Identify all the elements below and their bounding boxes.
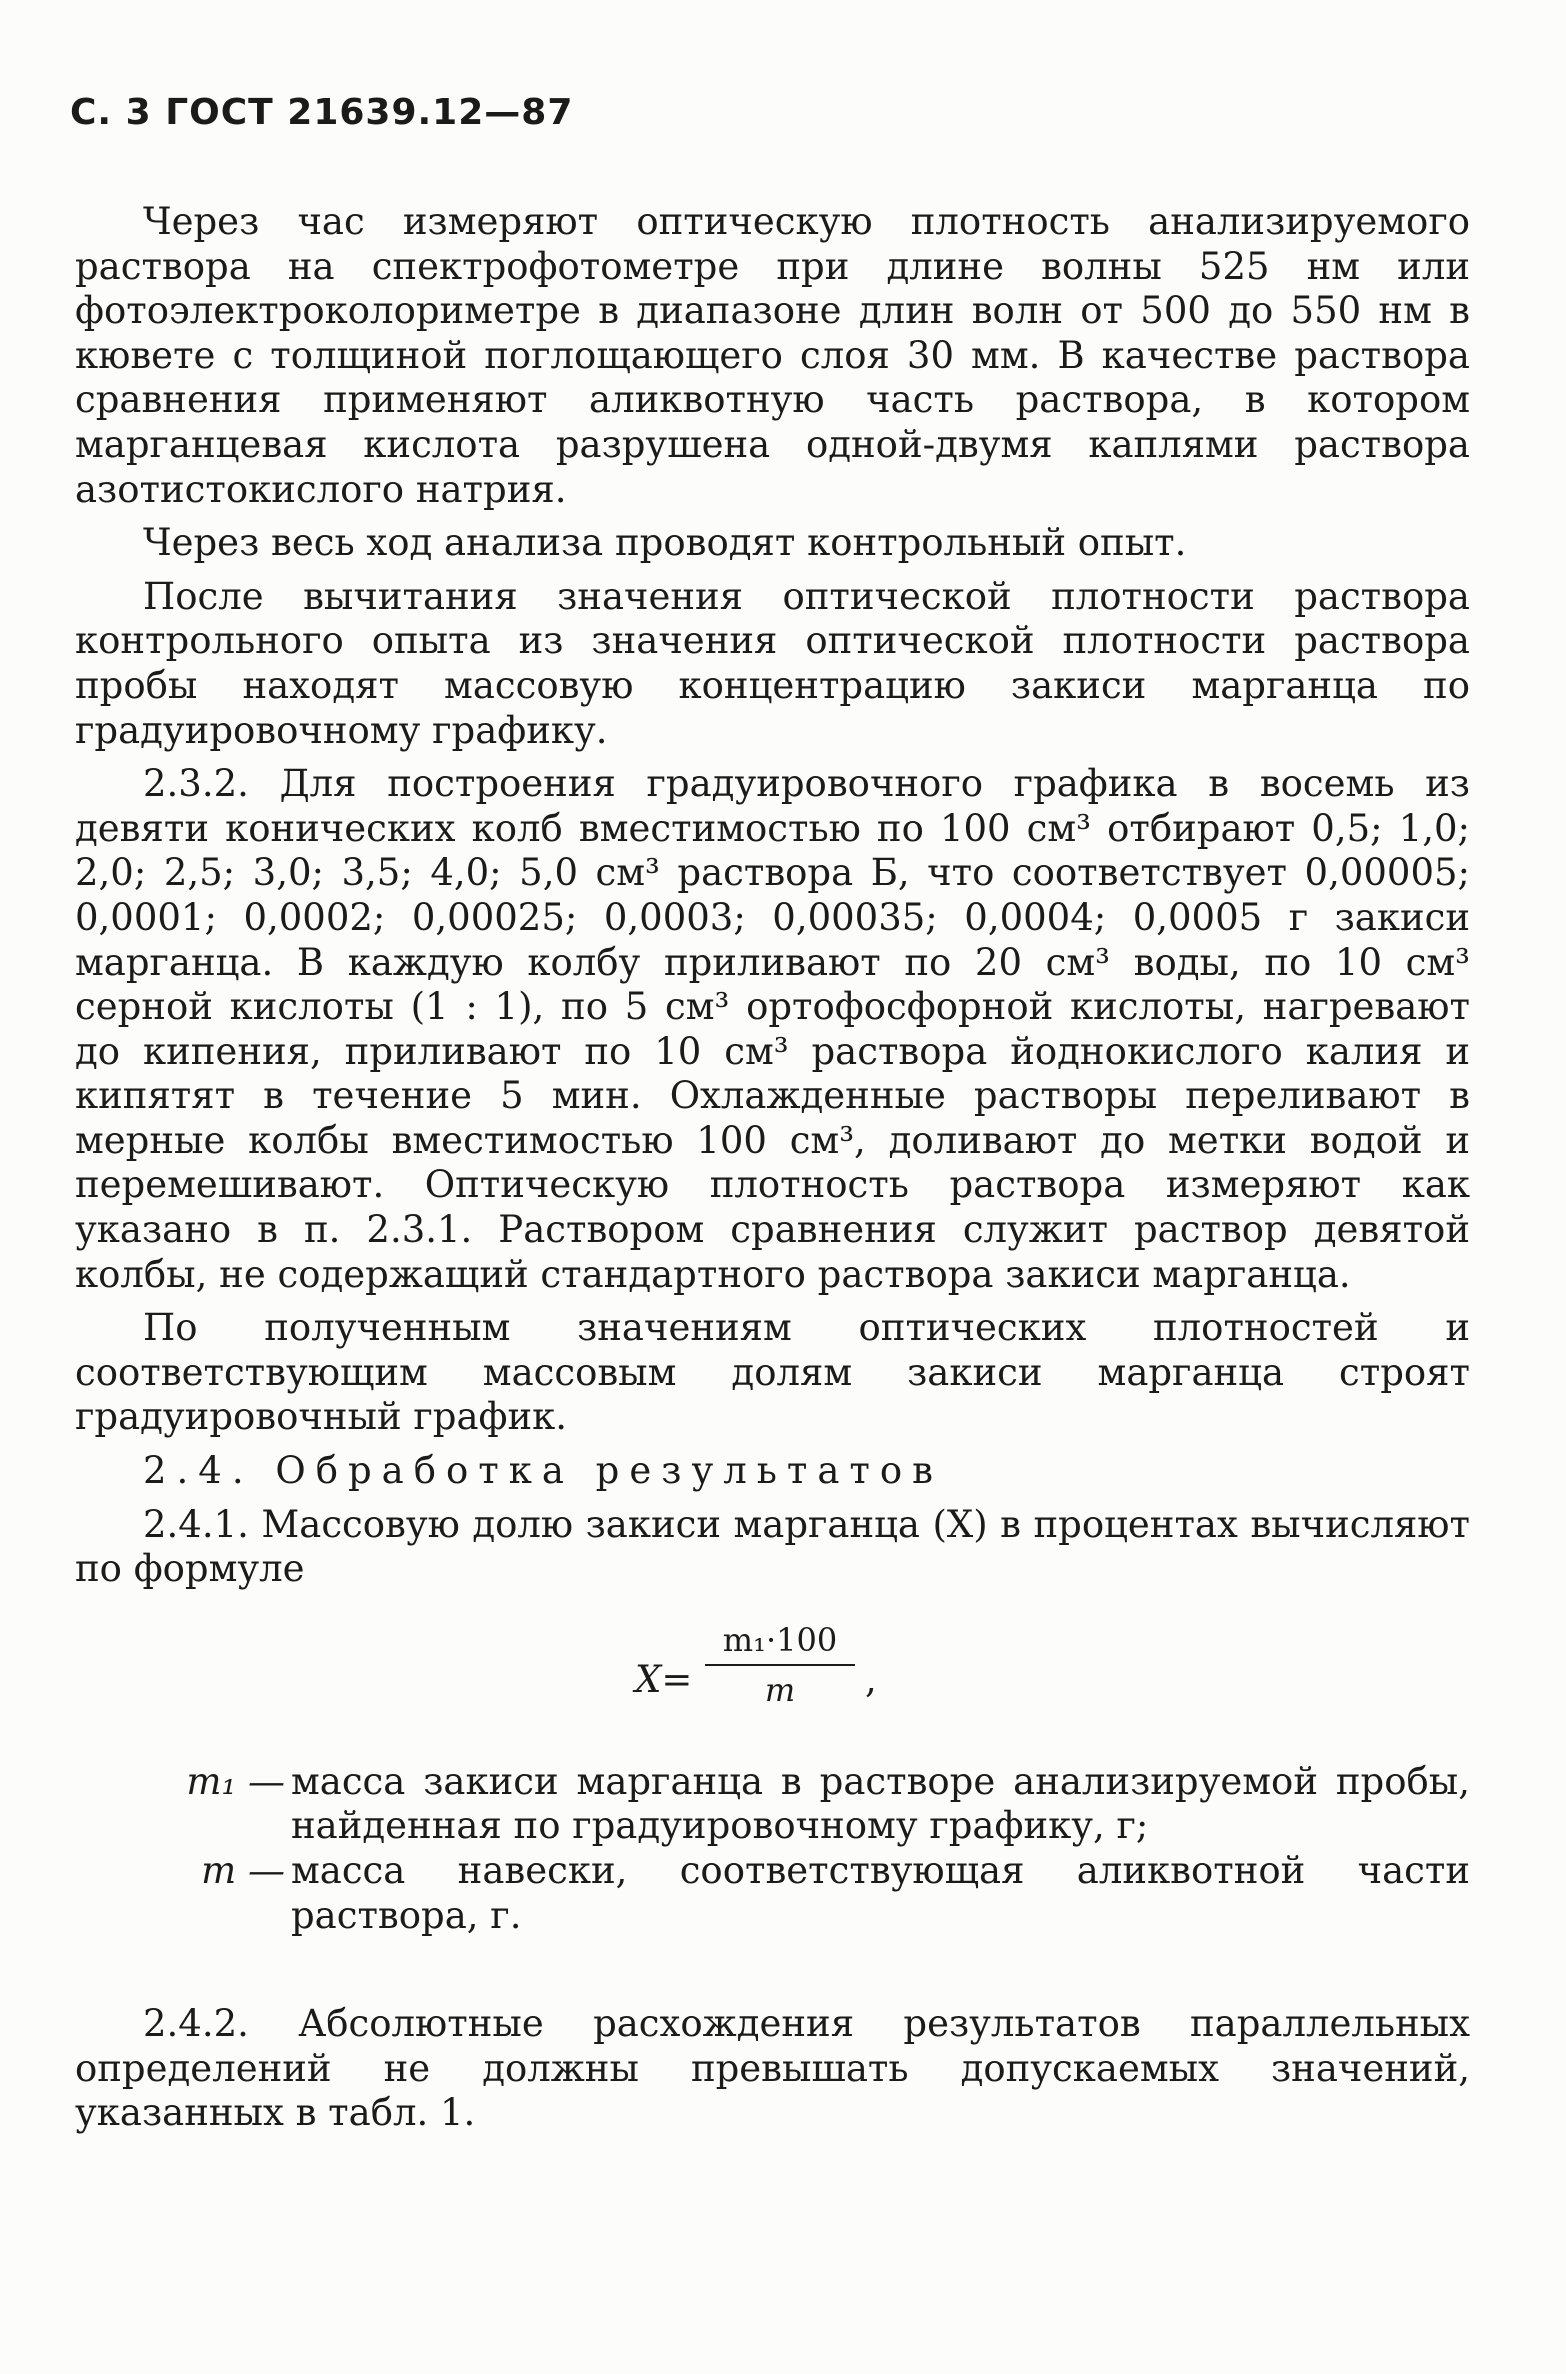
formula-comma: , [865, 1657, 877, 1701]
page-header: С. 3 ГОСТ 21639.12—87 [70, 92, 574, 133]
definition-item [75, 1849, 1470, 1938]
definition-symbol: m — [201, 1849, 285, 1892]
paragraph-graph: По полученным значениям оптических плотностей и соответствующим массовым долям закиси марганца строят градуировочный график. [75, 1306, 1470, 1439]
paragraph-control-test: Через весь ход анализа проводят контрольный опыт. [143, 521, 1187, 565]
definition-symbol: m₁ — [186, 1759, 285, 1803]
fraction-bar [705, 1664, 855, 1666]
paragraph-calibration: 2.3.2. Для построения градуировочного графика в восемь из девяти конических колб вместимостью по 100 см³ отбирают 0,5; 1,0; 2,0; 2,5; 3,0; 3,5; 4,0; 5,0 см³ раствора Б, что соответствует 0,00005; 0,0001; 0,0002; 0,00025; 0,0003; 0,00035; 0,0004; 0,0005 г закиси марганца. В каждую колбу приливают по 20 см³ воды, по 10 см³ серной кислоты (1 : 1), по 5 см³ ортофосфорной кислоты, нагревают до кипения, приливают по 10 см³ раствора йоднокислого калия и кипятят в течение 5 мин. Охлажденные растворы переливают в мерные колбы вместимостью 100 см³, доливают до метки водой и перемешивают. Оптическую плотность раствора измеряют как указано в п. 2.3.1. Раствором сравнения служит раствор девятой колбы, не содержащий стандартного раствора закиси марганца. [75, 762, 1470, 1296]
formula-numerator: m₁·100 [722, 1620, 838, 1659]
definition-text: масса навески, соответствующая аликвотной части раствора, г. [291, 1849, 1470, 1937]
formula-lhs: X= [635, 1657, 693, 1701]
formula-denominator: m [764, 1670, 796, 1709]
definition-item [75, 1760, 1470, 1849]
section-heading: 2.4. Обработка результатов [143, 1449, 943, 1493]
paragraph-measurement: Через час измеряют оптическую плотность анализируемого раствора на спектрофотометре при длине волны 525 нм или фотоэлектроколориметре в диапазоне длин волн от 500 до 550 нм в кювете с толщиной поглощающего слоя 30 мм. В качестве раствора сравнения применяют аликвотную часть раствора, в котором марганцевая кислота разрушена одной-двумя каплями раствора азотистокислого натрия. [75, 200, 1470, 511]
document-body [75, 200, 1470, 2145]
definitions-list [75, 1760, 1470, 1938]
formula [75, 1618, 1470, 1738]
paragraph-formula-intro: 2.4.1. Массовую долю закиси марганца (X) в процентах вычисляют по формуле [75, 1502, 1470, 1591]
paragraph-subtraction: После вычитания значения оптической плотности раствора контрольного опыта из значения оптической плотности раствора пробы находят массовую концентрацию закиси марганца по градуировочному графику. [75, 574, 1470, 752]
definition-text: масса закиси марганца в растворе анализируемой пробы, найденная по градуировочному графику, г; [291, 1759, 1470, 1848]
formula-fraction [705, 1618, 855, 1712]
paragraph-discrepancy: 2.4.2. Абсолютные расхождения результатов параллельных определений не должны превышать допускаемых значений, указанных в табл. 1. [75, 2002, 1470, 2135]
